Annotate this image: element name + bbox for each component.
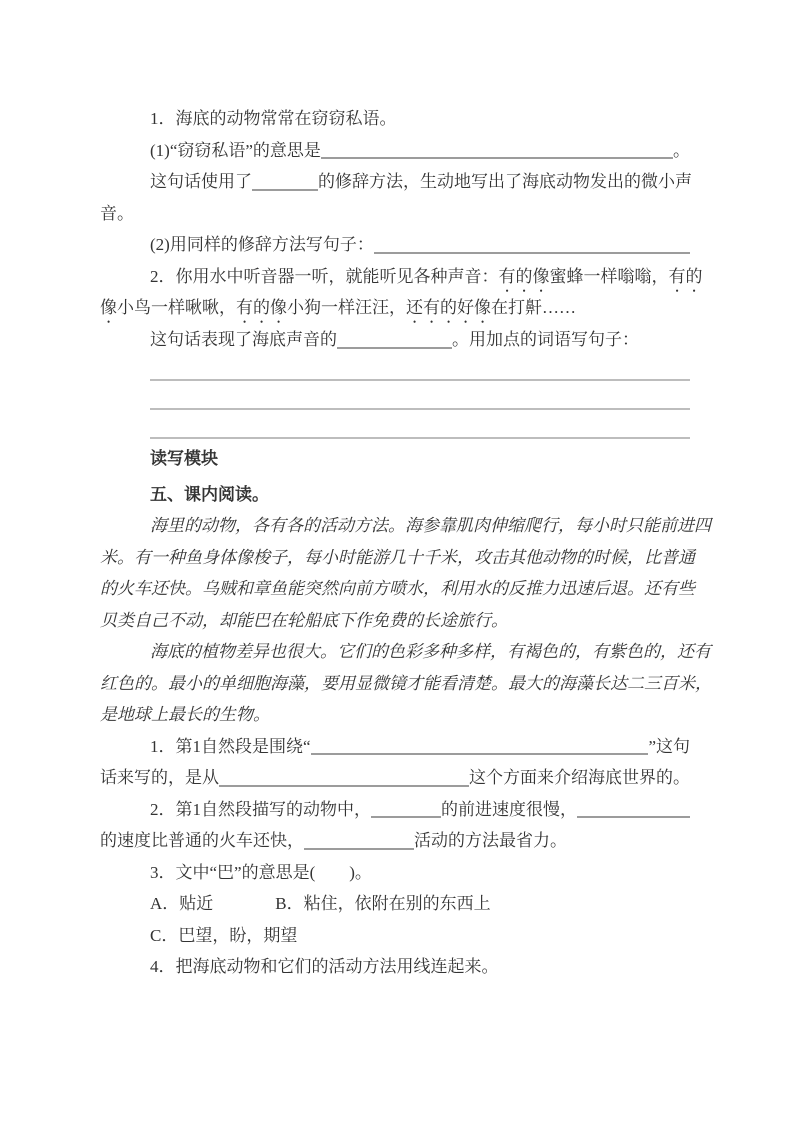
reading-q1-line1	[100, 731, 690, 763]
option-c: C．巴望，盼，期望	[150, 925, 298, 945]
q1-sub1	[100, 135, 690, 167]
reading-q4-stem	[100, 951, 690, 983]
q1-sub1-period: 。	[673, 140, 690, 160]
passage-text: 海里的动物，各有各的活动方法。海参靠肌肉伸缩爬行，每小时只能前进四	[150, 516, 711, 535]
q1-sub2-line2	[100, 198, 690, 230]
passage-text: 海底的植物差异也很大。它们的色彩多种多样，有褐色的，有紫色的，还有	[150, 642, 711, 661]
reading-q2-wrap-post: 活动的方法最省力。	[414, 831, 567, 850]
fill-blank[interactable]	[252, 188, 318, 191]
passage-text: 是地球上最长的生物。	[100, 705, 270, 724]
reading-q2-line1	[100, 794, 690, 826]
fill-blank[interactable]	[374, 252, 690, 254]
passage-line	[100, 605, 690, 637]
q1-sub2-line1	[100, 166, 690, 198]
passage-line	[100, 699, 690, 731]
reading-q2-mid: 的前进速度很慢，	[441, 799, 577, 819]
q2-stem-seg: 小鸟一样啾啾，	[117, 298, 236, 317]
fill-blank[interactable]	[321, 157, 673, 159]
passage-line	[100, 510, 711, 542]
option-a: A．贴近	[150, 894, 214, 913]
q2-question-post: 。用加点的词语写句子：	[452, 329, 639, 349]
passage-text: 红色的。最小的单细胞海藻，要用显微镜才能看清楚。最大的海藻长达二三百米，	[100, 673, 712, 693]
q2-stem-dotted-seg: 还有的好像	[406, 298, 491, 317]
reading-q1-wrap-pre: 话来写的，是从	[100, 768, 219, 787]
fill-blank[interactable]	[304, 847, 414, 850]
reading-q3-option-c	[100, 920, 690, 952]
passage-text: 贝类自己不动，却能巴在轮船底下作免费的长途旅行。	[100, 610, 508, 630]
fill-blank[interactable]	[337, 346, 452, 349]
passage-line	[100, 636, 711, 668]
reading-q1-wrap-post: 这个方面来介绍海底世界的。	[469, 768, 690, 787]
q2-stem-line1	[100, 261, 703, 293]
q2-stem-line2	[100, 292, 690, 324]
passage-line	[100, 542, 695, 574]
answer-line[interactable]	[150, 381, 690, 410]
passage-line	[100, 668, 712, 700]
q2-stem-dotted-seg: 像	[100, 298, 117, 317]
section-heading-text: 五、课内阅读。	[150, 484, 269, 504]
q2-stem-seg: 2．你用水中听音器一听，就能听见各种声音：	[150, 266, 499, 286]
q2-stem-dotted-seg: 有的像	[236, 298, 287, 317]
q1-sub2-post: 的修辞方法，生动地写出了海底动物发出的微小声	[318, 172, 692, 191]
reading-q4-stem-text: 4．把海底动物和它们的活动方法用线连起来。	[150, 957, 499, 976]
passage-text: 的火车还快。乌贼和章鱼能突然向前方喷水，利用水的反推力迅速后退。还有些	[100, 579, 695, 598]
fill-blank[interactable]	[219, 785, 469, 787]
module-heading-text: 读写模块	[150, 449, 218, 468]
section-heading	[100, 479, 690, 511]
reading-q2-pre: 2．第1自然段描写的动物中，	[150, 799, 371, 819]
module-heading	[100, 443, 690, 475]
reading-q1-line2	[100, 762, 690, 794]
q1-sub3-text: (2)用同样的修辞方法写句子：	[150, 235, 374, 254]
passage-line	[100, 573, 695, 605]
reading-q3-options-ab	[100, 888, 690, 920]
q2-stem-seg: 小狗一样汪汪，	[287, 298, 406, 317]
reading-q1-pre: 1．第1自然段是围绕“	[150, 736, 311, 756]
q2-stem-dotted-seg: 有的	[668, 266, 703, 286]
fill-blank[interactable]	[371, 816, 441, 818]
q1-sub3	[100, 229, 690, 261]
q1-stem-text: 1．海底的动物常常在窃窃私语。	[150, 109, 397, 128]
q2-stem-seg: 蜜蜂一样嗡嗡，	[549, 266, 669, 286]
q1-sub2-pre: 这句话使用了	[150, 172, 252, 191]
reading-q3-stem-text: 3．文中“巴”的意思是( )。	[150, 862, 372, 882]
fill-blank[interactable]	[577, 816, 690, 818]
q1-stem	[100, 103, 690, 135]
q1-sub2-wrap: 音。	[100, 203, 134, 223]
option-b: B．粘住，依附在别的东西上	[275, 894, 491, 913]
reading-q2-wrap-pre: 的速度比普通的火车还快，	[100, 831, 304, 850]
answer-line[interactable]	[150, 410, 690, 439]
q2-question	[100, 324, 690, 356]
reading-q2-line2	[100, 825, 690, 857]
passage-text: 米。有一种鱼身体像梭子，每小时能游几十千米，攻击其他动物的时候，比普通	[100, 547, 695, 567]
reading-q1-post: ”这句	[648, 736, 690, 756]
q2-stem-dotted-seg: 有的像	[498, 266, 550, 286]
reading-q3-stem	[100, 857, 690, 889]
answer-line[interactable]	[150, 355, 690, 381]
q2-stem-seg: 在打鼾……	[491, 298, 576, 317]
q1-sub1-text: (1)“窃窃私语”的意思是	[150, 140, 321, 160]
q2-question-pre: 这句话表现了海底声音的	[150, 329, 337, 349]
fill-blank[interactable]	[311, 753, 649, 755]
